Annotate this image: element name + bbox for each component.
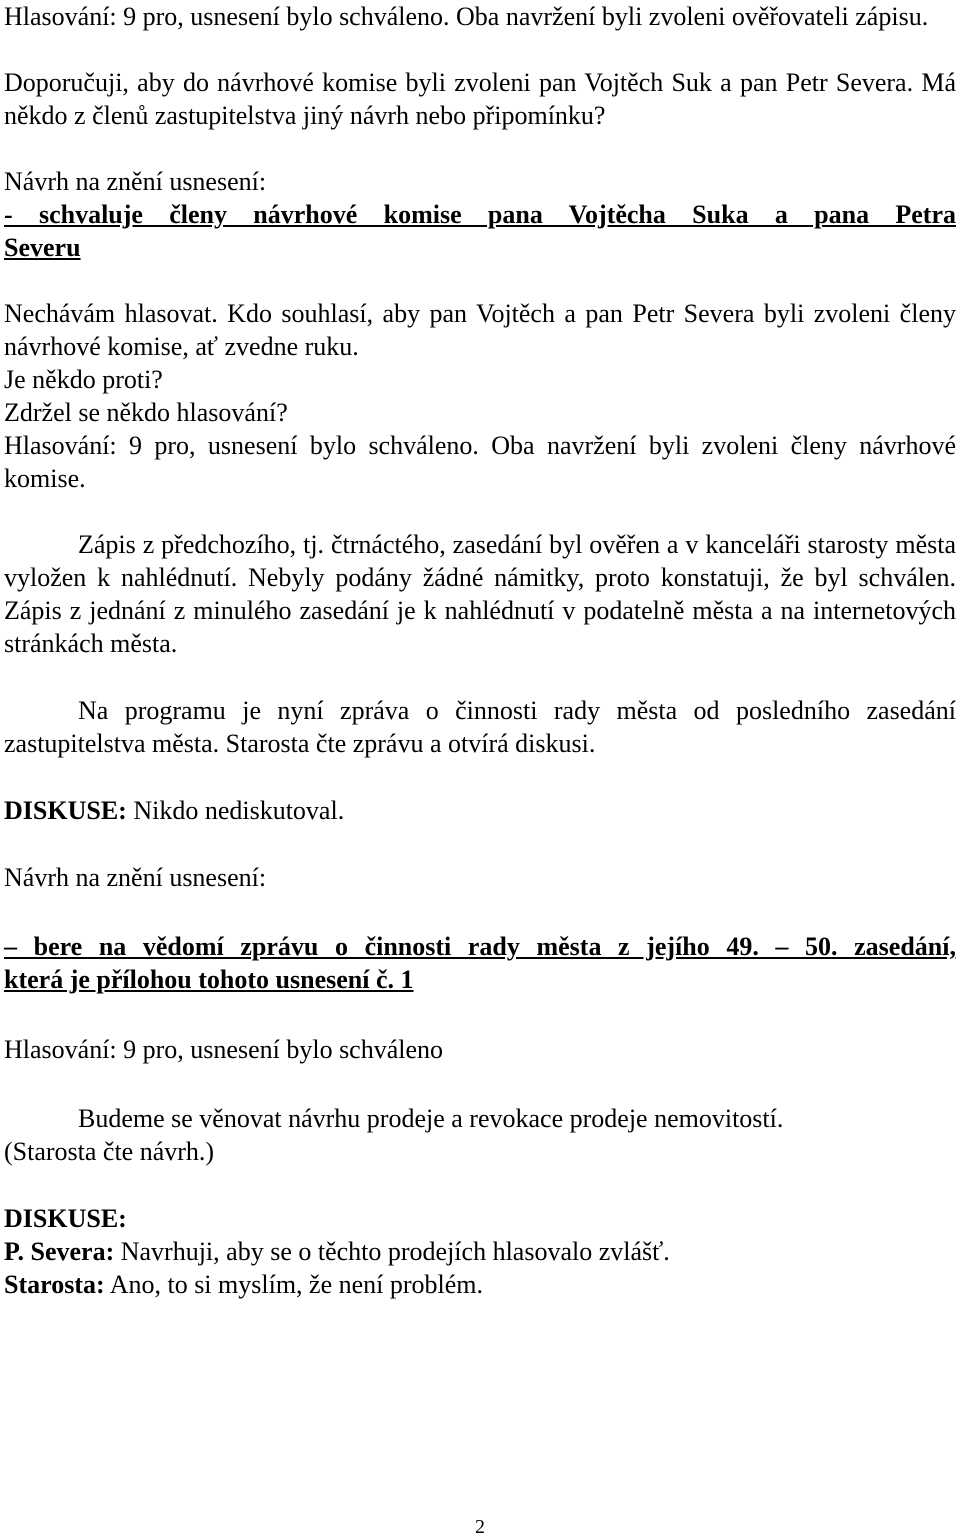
vote-prompt: Nechávám hlasovat. Kdo souhlasí, aby pan Vojtěch a pan Petr Severa byli zvoleni členy návrhové komise, ať zvedne ruku. (4, 299, 956, 361)
proposal-text-line-2: Severu (4, 233, 81, 262)
vote-abstain-question: Zdržel se někdo hlasování? (4, 398, 288, 427)
discussion-text: Nikdo nediskutoval. (126, 796, 345, 825)
resolution-line (4, 963, 956, 996)
minutes-paragraph: Zápis z předchozího, tj. čtrnáctého, zasedání byl ověřen a v kanceláři starosty města vyložen k nahlédnutí. Nebyly podány žádné námitky, proto konstatuji, že byl schválen. Zápis z jednání z minulého zasedání je k nahlédnutí v podatelně města a na internetových stránkách města. (4, 530, 956, 658)
document-page (4, 0, 956, 1301)
discussion-label: DISKUSE: (4, 796, 127, 825)
commission-recommendation: Doporučuji, aby do návrhové komise byli zvoleni pan Vojtěch Suk a pan Petr Severa. Má někdo z členů zastupitelstva jiný návrh nebo připomínku? (4, 68, 956, 130)
resolution-line-1: – bere na vědomí zprávu o činnosti rady města z jejího 49. – 50. zasedání, (4, 932, 956, 961)
resolution-line-2: která je přílohou tohoto usnesení č. 1 (4, 965, 414, 994)
discussion-paragraph (4, 794, 956, 827)
speaker-name: Starosta: (4, 1270, 105, 1299)
proposal-text-line (4, 198, 956, 231)
sale-paragraph: Budeme se věnovat návrhu prodeje a revokace prodeje nemovitostí. (78, 1104, 784, 1133)
vote-against-question: Je někdo proti? (4, 365, 163, 394)
vote-result-verifiers: Hlasování: 9 pro, usnesení bylo schváleno. Oba navržení byli zvoleni ověřovateli zápisu. (4, 2, 929, 31)
sale-note: (Starosta čte návrh.) (4, 1137, 215, 1166)
speaker-name: P. Severa: (4, 1237, 115, 1266)
proposal-label-2: Návrh na znění usnesení: (4, 863, 267, 892)
vote-result-report: Hlasování: 9 pro, usnesení bylo schváleno (4, 1035, 444, 1064)
program-paragraph: Na programu je nyní zpráva o činnosti rady města od posledního zasedání zastupitelstva města. Starosta čte zprávu a otvírá diskusi. (4, 696, 956, 758)
speaker-text: Ano, to si myslím, že není problém. (104, 1270, 484, 1299)
proposal-text-line-1: - schvaluje členy návrhové komise pana Vojtěcha Suka a pana Petra (4, 200, 956, 229)
page-number: 2 (475, 1516, 485, 1538)
speaker-line-starosta (4, 1268, 956, 1301)
proposal-text-line (4, 231, 956, 264)
resolution-line (4, 930, 956, 963)
discussion-label-2: DISKUSE: (4, 1204, 127, 1233)
speaker-text: Navrhuji, aby se o těchto prodejích hlasovalo zvlášť. (114, 1237, 670, 1266)
proposal-label: Návrh na znění usnesení: (4, 167, 267, 196)
speaker-line-severa (4, 1235, 956, 1268)
vote-result-commission: Hlasování: 9 pro, usnesení bylo schváleno. Oba navržení byli zvoleni členy návrhové komise. (4, 431, 956, 493)
